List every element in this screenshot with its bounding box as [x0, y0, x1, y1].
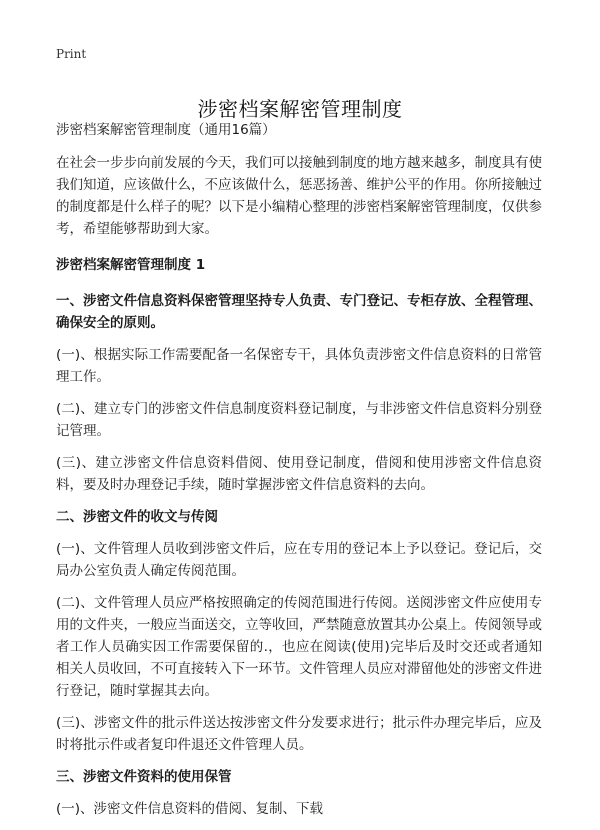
clause-heading-1: 一、涉密文件信息资料保密管理坚持专人负责、专门登记、专柜存放、全程管理、确保安全的原则。 — [56, 293, 542, 331]
clause-paragraph: (一)、文件管理人员收到涉密文件后，应在专用的登记本上予以登记。登记后，交局办公室负责人确定传阅范围。 — [56, 541, 542, 579]
clause-heading-2: 二、涉密文件的收文与传阅 — [56, 509, 218, 525]
document-subtitle: 涉密档案解密管理制度（通用16篇） — [56, 122, 276, 138]
clause-paragraph: (三)、涉密文件的批示件送达按涉密文件分发要求进行；批示件办理完毕后，应及时将批示件或者复印件退还文件管理人员。 — [56, 715, 542, 753]
intro-paragraph: 在社会一步步向前发展的今天，我们可以接触到制度的地方越来越多，制度具有使我们知道，应该做什么，不应该做什么，惩恶扬善、维护公平的作用。你所接触过的制度都是什么样子的呢？以下是小编精心整理的涉密档案解密管理制度，仅供参考，希望能够帮助到大家。 — [56, 155, 542, 237]
clause-paragraph: (三)、建立涉密文件信息资料借阅、使用登记制度，借阅和使用涉密文件信息资料，要及时办理登记手续，随时掌握涉密文件信息资料的去向。 — [56, 455, 542, 493]
clause-heading-3: 三、涉密文件资料的使用保管 — [56, 769, 232, 785]
clause-paragraph: (一)、涉密文件信息资料的借阅、复制、下载 — [56, 801, 324, 817]
clause-paragraph: (一)、根据实际工作需要配备一名保密专干，具体负责涉密文件信息资料的日常管理工作。 — [56, 347, 542, 385]
clause-paragraph: (二)、文件管理人员应严格按照确定的传阅范围进行传阅。送阅涉密文件应使用专用的文件夹，一般应当面送交，立等收回，严禁随意放置其办公桌上。传阅领导或者工作人员确实因工作需要保留的.，也应在阅读(使用)完毕后及时交还或者通知相关人员收回，不可直接转入下一环节。文件管理人员应对滞留他处的涉密文件进行登记，随时掌握其去向。 — [56, 595, 542, 699]
section-title: 涉密档案解密管理制度 1 — [56, 257, 206, 273]
print-link[interactable]: Print — [56, 47, 87, 61]
document-title: 涉密档案解密管理制度 — [197, 97, 403, 122]
document-body — [56, 120, 542, 830]
clause-paragraph: (二)、建立专门的涉密文件信息制度资料登记制度，与非涉密文件信息资料分别登记管理。 — [56, 401, 542, 439]
